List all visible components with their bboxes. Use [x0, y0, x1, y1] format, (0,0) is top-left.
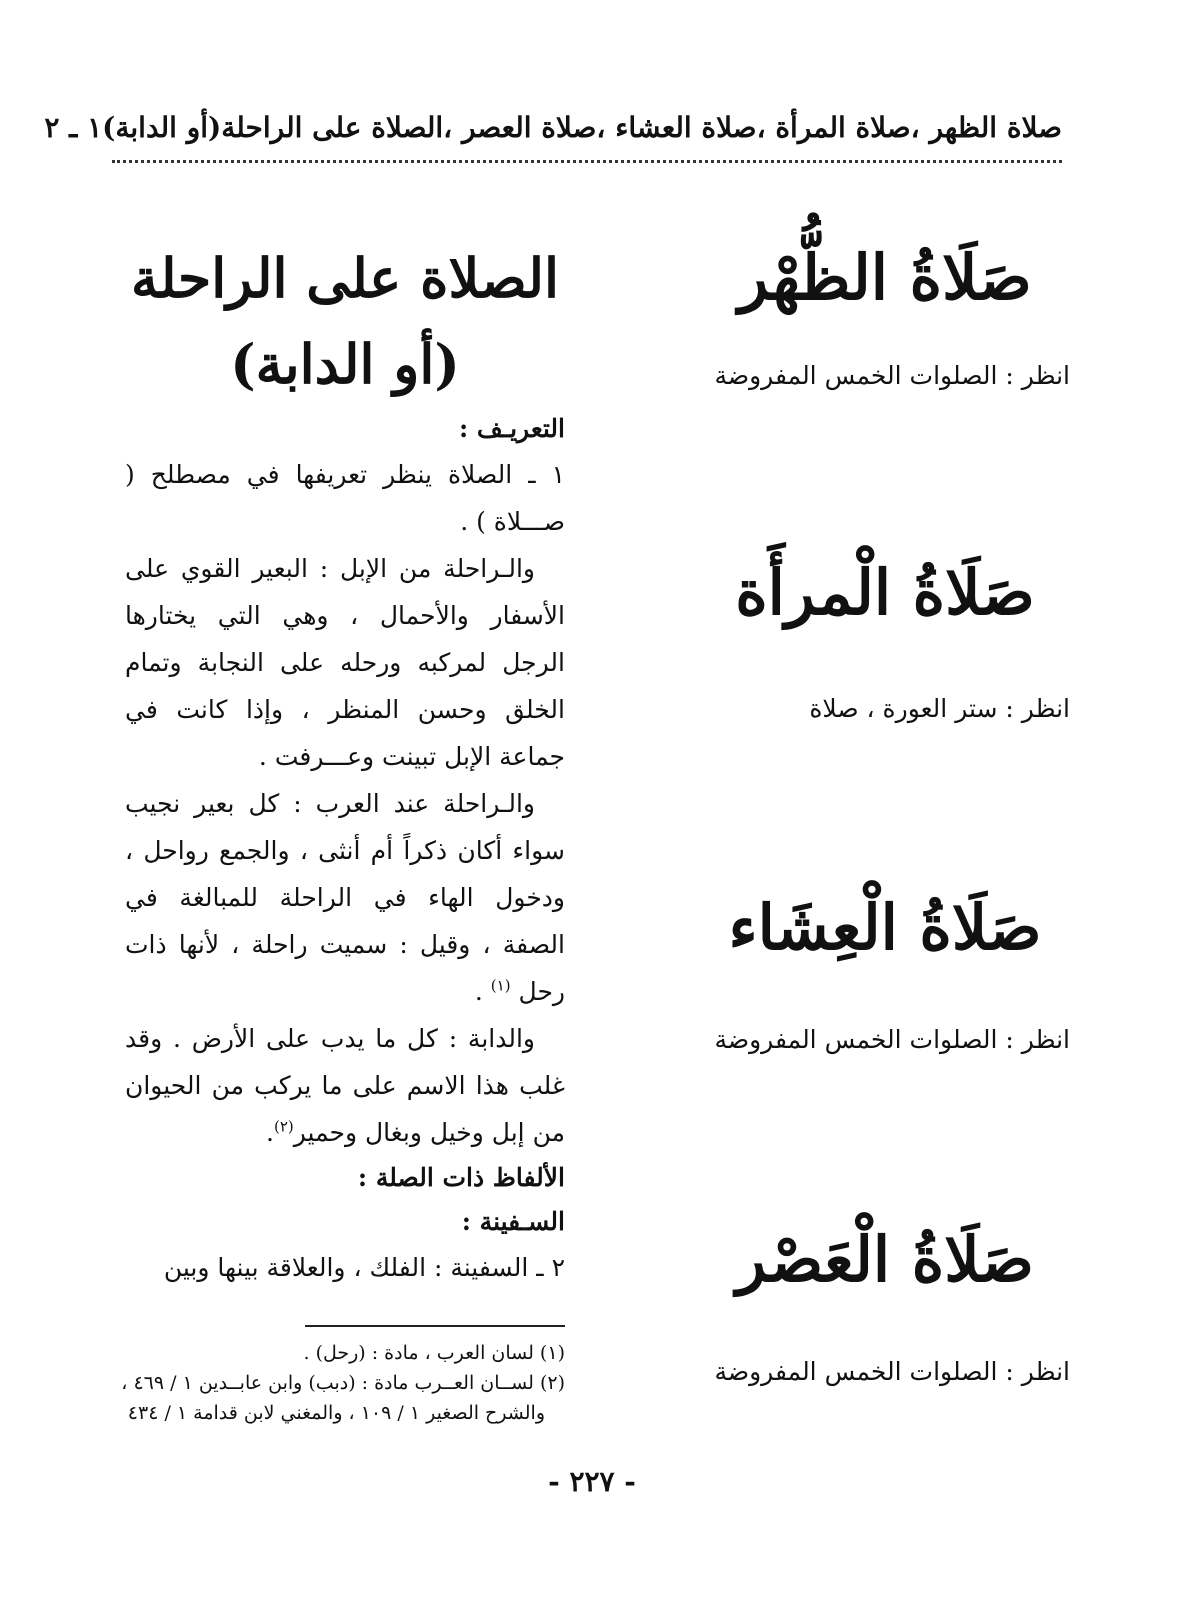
ship-heading: السـفينة : [461, 1207, 565, 1236]
footnote-2: (٢) لســان العــرب مادة : (دبب) وابن عابــدين ١ / ٤٦٩ ، [121, 1372, 565, 1394]
related-terms-heading: الألفاظ ذات الصلة : [357, 1163, 565, 1192]
see-reference: انظر : الصلوات الخمس المفروضة [714, 1025, 1070, 1054]
article-title-line2: (أو الدابة) [230, 332, 460, 396]
footnotes [121, 1338, 565, 1428]
see-reference: انظر : ستر العورة ، صلاة [809, 694, 1070, 723]
article-column [125, 235, 565, 1291]
entry-salat-dhuhr [700, 240, 1070, 394]
entry-title: صَلَاةُ الْعَصْر [736, 1223, 1034, 1296]
see-reference: انظر : الصلوات الخمس المفروضة [714, 1357, 1070, 1386]
entry-title: صَلَاةُ الْمرأَة [735, 556, 1035, 629]
definition-heading: التعريـف : [458, 414, 565, 443]
footnote-ref-2: (٢) [273, 1117, 294, 1136]
paragraph-3 [125, 780, 565, 1015]
paragraph-2: والـراحلة من الإبل : البعير القوي على الأسفار والأحمال ، وهي التي يختارها الرجل لمركبه ورحله على النجابة وتمام الخلق وحسن المنظر ، وإذا كانت في جماعة الإبل تبينت وعـــرفت . [125, 554, 565, 771]
entry-title: صَلَاةُ الظُّهْر [738, 241, 1032, 314]
see-reference: انظر : الصلوات الخمس المفروضة [714, 361, 1070, 390]
paragraph-3-text: والـراحلة عند العرب : كل بعير نجيب سواء أكان ذكراً أم أنثى ، والجمع رواحل ، ودخول الهاء في الراحلة للمبالغة في الصفة ، وقيل : سميت راحلة ، لأنها ذات رحل [125, 789, 565, 1006]
page-number: - ٢٢٧ - [548, 1465, 636, 1498]
paragraph-4 [125, 1015, 565, 1156]
paragraph-4-text: والدابة : كل ما يدب على الأرض . وقد غلب هذا الاسم على ما يركب من الحيوان من إبل وخيل وبغال وحمير [125, 1024, 565, 1147]
entry-salat-almarah [700, 555, 1070, 727]
article-title-line1: الصلاة على الراحلة [131, 246, 559, 310]
paragraph-1: ١ ـ الصلاة ينظر تعريفها في مصطلح ( صـــلاة ) . [125, 460, 565, 536]
header-dotted-rule [112, 160, 1062, 163]
footnote-2-continued: والشرح الصغير ١ / ١٠٩ ، والمغني لابن قدامة ١ / ٤٣٤ [127, 1402, 545, 1424]
running-header: صلاة الظهر ،صلاة المرأة ،صلاة العشاء ،صلاة العصر ،الصلاة على الراحلة(أو الدابة)١ ـ ٢ [44, 111, 1062, 144]
entry-title: صَلَاةُ الْعِشَاء [728, 891, 1042, 964]
paragraph-5: ٢ ـ السفينة : الفلك ، والعلاقة بينها وبين [163, 1253, 565, 1282]
paragraph-3-end: . [474, 977, 491, 1006]
paragraph-4-end: . [266, 1118, 274, 1147]
entry-salat-asr [700, 1222, 1070, 1390]
entry-salat-isha [700, 890, 1070, 1058]
footnote-1: (١) لسان العرب ، مادة : (رحل) . [303, 1342, 565, 1364]
footnote-rule [305, 1325, 565, 1327]
footnote-ref-1: (١) [490, 976, 511, 995]
